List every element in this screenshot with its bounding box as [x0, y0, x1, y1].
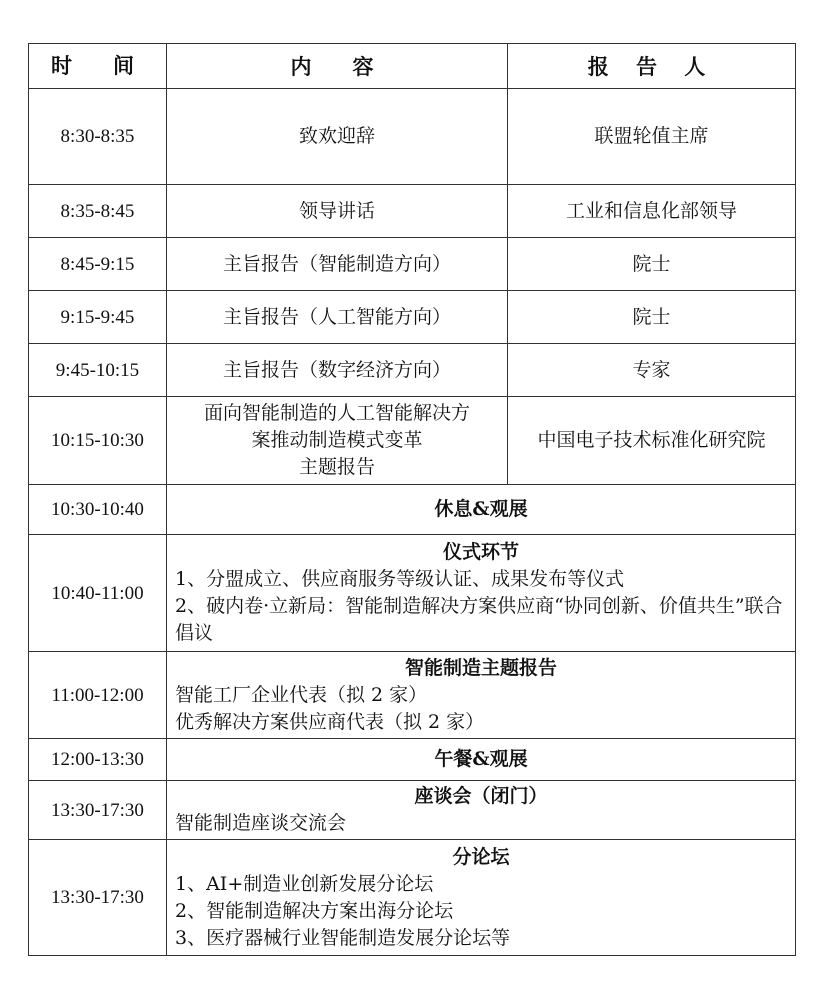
speaker-cell: 工业和信息化部领导 — [508, 185, 796, 238]
session-line: 1、AI+制造业创新发展分论坛 — [175, 872, 434, 895]
speaker-cell: 院士 — [508, 238, 796, 291]
session-cell — [167, 535, 796, 652]
speaker-cell: 专家 — [508, 344, 796, 397]
time-cell: 10:40-11:00 — [29, 535, 167, 652]
session-row — [29, 485, 796, 535]
table-row — [29, 291, 796, 344]
session-line: 1、分盟成立、供应商服务等级认证、成果发布等仪式 — [175, 568, 625, 590]
session-title: 智能制造主题报告 — [404, 656, 557, 679]
session-title: 休息&观展 — [167, 485, 796, 535]
session-cell — [167, 781, 796, 840]
content-line: 主题报告 — [298, 456, 375, 478]
speaker-cell: 院士 — [508, 291, 796, 344]
session-title: 午餐&观展 — [167, 739, 796, 781]
time-cell: 8:30-8:35 — [29, 89, 167, 185]
time-cell: 10:30-10:40 — [29, 485, 167, 535]
header-time: 时 间 — [29, 44, 167, 89]
session-cell — [167, 652, 796, 739]
session-line: 智能工厂企业代表（拟 2 家） — [175, 683, 428, 706]
table-row — [29, 344, 796, 397]
session-cell — [167, 840, 796, 956]
session-line: 优秀解决方案供应商代表（拟 2 家） — [175, 710, 485, 733]
session-title: 分论坛 — [452, 845, 510, 868]
content-cell: 领导讲话 — [167, 185, 508, 238]
time-cell: 8:45-9:15 — [29, 238, 167, 291]
time-cell: 9:15-9:45 — [29, 291, 167, 344]
time-cell: 11:00-12:00 — [29, 652, 167, 739]
time-cell: 12:00-13:30 — [29, 739, 167, 781]
session-line: 智能制造座谈交流会 — [175, 812, 347, 834]
time-cell: 9:45-10:15 — [29, 344, 167, 397]
time-cell: 13:30-17:30 — [29, 840, 167, 956]
session-row — [29, 739, 796, 781]
session-row — [29, 840, 796, 956]
speaker-cell: 中国电子技术标准化研究院 — [508, 397, 796, 485]
header-content: 内 容 — [167, 44, 508, 89]
table-row — [29, 185, 796, 238]
content-cell: 主旨报告（人工智能方向） — [167, 291, 508, 344]
table-header-row — [29, 44, 796, 89]
agenda-table — [28, 43, 796, 956]
content-cell: 致欢迎辞 — [167, 89, 508, 185]
session-line: 2、破内卷·立新局：智能制造解决方案供应商“协同创新、价值共生”联合倡议 — [175, 595, 783, 644]
header-speaker: 报 告 人 — [508, 44, 796, 89]
time-cell: 8:35-8:45 — [29, 185, 167, 238]
session-row — [29, 781, 796, 840]
table-row — [29, 238, 796, 291]
content-cell: 主旨报告（智能制造方向） — [167, 238, 508, 291]
session-row — [29, 535, 796, 652]
session-line: 3、医疗器械行业智能制造发展分论坛等 — [175, 926, 511, 949]
content-line: 案推动制造模式变革 — [251, 429, 423, 451]
time-cell: 13:30-17:30 — [29, 781, 167, 840]
table-row — [29, 397, 796, 485]
session-row — [29, 652, 796, 739]
table-row — [29, 89, 796, 185]
time-cell: 10:15-10:30 — [29, 397, 167, 485]
speaker-cell: 联盟轮值主席 — [508, 89, 796, 185]
session-line: 2、智能制造解决方案出海分论坛 — [175, 899, 454, 922]
session-title: 仪式环节 — [442, 541, 519, 563]
content-cell: 主旨报告（数字经济方向） — [167, 344, 508, 397]
content-line: 面向智能制造的人工智能解决方 — [203, 402, 470, 424]
session-title: 座谈会（闭门） — [414, 785, 548, 807]
content-cell — [167, 397, 508, 485]
